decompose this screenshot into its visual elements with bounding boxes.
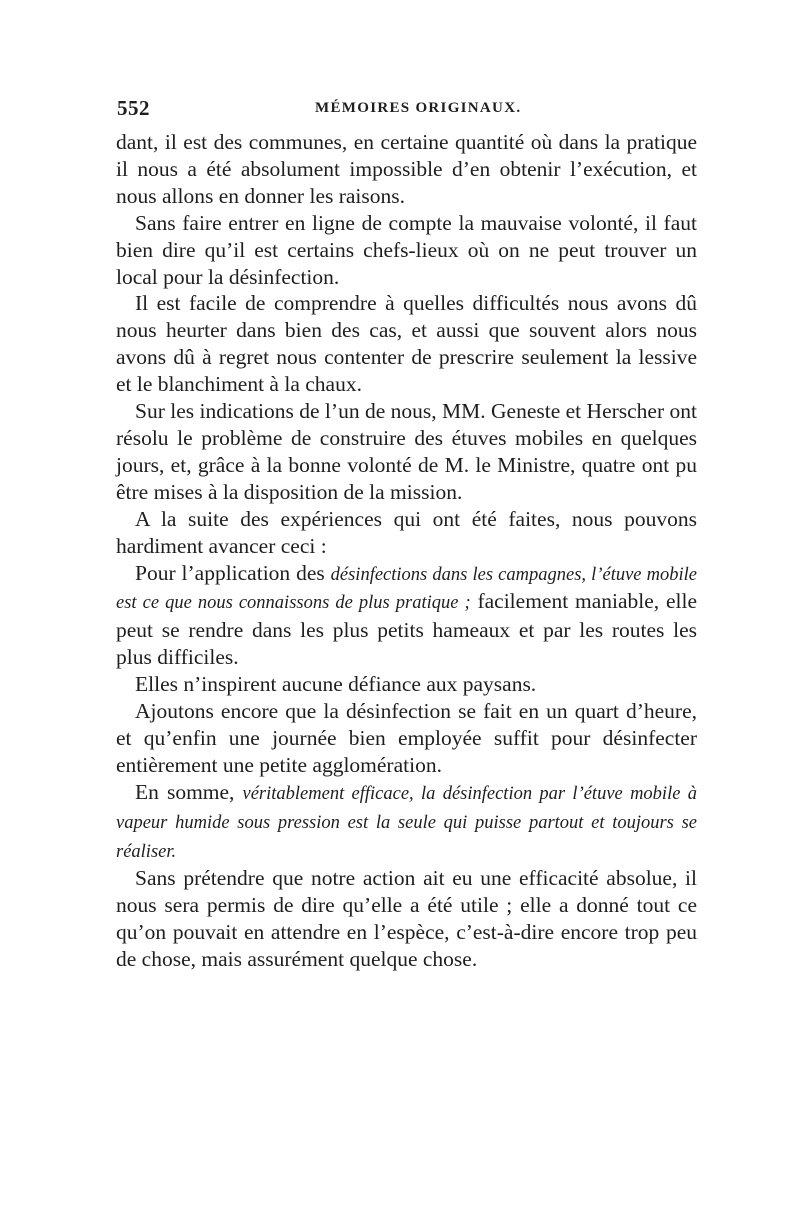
page-number: 552 — [117, 96, 150, 120]
body-text — [116, 129, 697, 973]
paragraph-local-unavailable: Sans faire entrer en ligne de compte la mauvaise volonté, il faut bien dire qu’il est certains chefs-lieux où on ne peut trouver un local pour la désinfection. — [116, 210, 697, 289]
paragraph-quarter-hour: Ajoutons encore que la désinfection se fait en un quart d’heure, et qu’enfin une journée bien employée suffit pour désinfecter entièrement une petite agglomération. — [116, 699, 697, 777]
running-title: MÉMOIRES ORIGINAUX. — [315, 100, 522, 116]
application-lead-text: Pour l’application des — [135, 560, 331, 585]
application-trailing-text: facilement maniable, elle peut se rendre dans les plus petits hameaux et par les routes les plus difficiles. — [116, 589, 697, 670]
paragraph-difficulties: Il est facile de comprendre à quelles difficultés nous avons dû nous heurter dans bien des cas, et aussi que souvent alors nous avons dû à regret nous contenter de prescrire seulement la lessive et le blanchiment à la chaux. — [116, 291, 697, 397]
paragraph-experiments: A la suite des expériences qui ont été faites, nous pouvons hardiment avancer ceci : — [116, 506, 697, 558]
paragraph-conclusion — [116, 779, 697, 866]
paragraph-application — [116, 560, 697, 672]
paragraph-continuation: dant, il est des communes, en certaine quantité où dans la pratique il nous a été absolument impossible d’en obtenir l’exécution, et nous allons en donner les raisons. — [116, 130, 697, 208]
application-emphasis: désinfections dans les campagnes, l’étuve mobile est ce que nous connaissons de plus pratique ; — [116, 564, 698, 614]
paragraph-peasants: Elles n’inspirent aucune défiance aux paysans. — [135, 672, 537, 697]
paragraph-mobile-ovens: Sur les indications de l’un de nous, MM. Geneste et Herscher ont résolu le problème de construire des étuves mobiles en quelques jours, et, grâce à la bonne volonté de M. le Ministre, quatre ont pu être mises à la disposition de la mission. — [116, 399, 697, 504]
paragraph-final: Sans prétendre que notre action ait eu une efficacité absolue, il nous sera permis de dire qu’elle a été utile ; elle a donné tout ce qu’on pouvait en attendre en l’espèce, c’est-à-dire encore trop peu de chose, mais assurément quelque chose. — [116, 866, 697, 972]
conclusion-lead-text: En somme, — [135, 779, 243, 804]
conclusion-emphasis: véritablement efficace, la désinfection par l’étuve mobile à vapeur humide sous pression est la seule qui puisse partout et toujours se réaliser. — [116, 783, 697, 862]
running-header — [117, 96, 695, 122]
